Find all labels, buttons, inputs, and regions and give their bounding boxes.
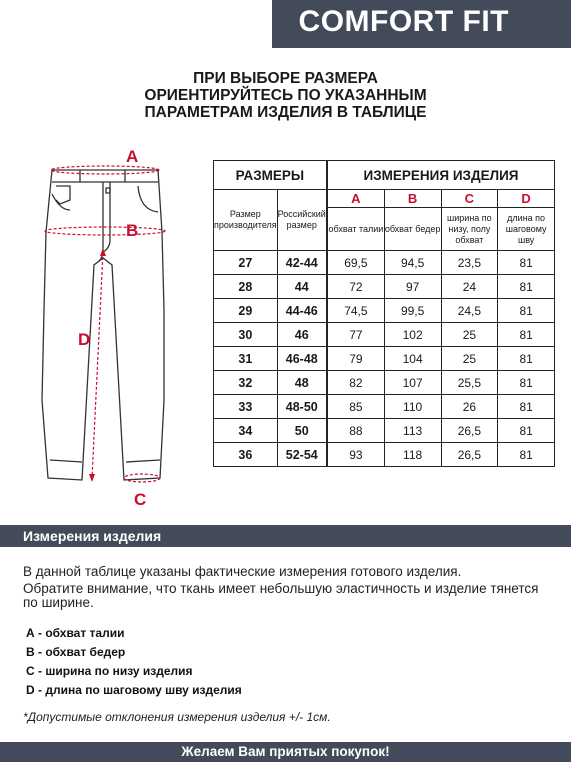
top-banner — [0, 0, 571, 48]
legend-c: С - ширина по низу изделия — [26, 664, 193, 678]
inseam-cell: 81 — [498, 419, 555, 443]
waist-cell: 88 — [328, 419, 385, 443]
size-ru-cell: 46-48 — [277, 347, 326, 371]
hips-cell: 110 — [384, 395, 441, 419]
banner-title: COMFORT FIT — [298, 5, 509, 38]
size-mfr-cell: 29 — [214, 299, 278, 323]
measure-row — [328, 323, 555, 347]
size-ru-cell: 48 — [277, 371, 326, 395]
measure-row — [328, 347, 555, 371]
hem-cell: 26,5 — [441, 419, 498, 443]
inseam-cell: 81 — [498, 251, 555, 275]
inseam-cell: 81 — [498, 275, 555, 299]
waist-cell: 85 — [328, 395, 385, 419]
label-a: A — [126, 147, 139, 166]
size-ru-cell: 48-50 — [277, 395, 326, 419]
heading-line-1: ПРИ ВЫБОРЕ РАЗМЕРА — [193, 70, 378, 87]
hem-cell: 26,5 — [441, 443, 498, 467]
size-col-manufacturer: Размер производителя — [214, 190, 278, 251]
size-mfr-cell: 31 — [214, 347, 278, 371]
col-letter-c: C — [441, 190, 498, 208]
legend-a: А - обхват талии — [26, 626, 125, 640]
legend-d: D - длина по шаговому шву изделия — [26, 683, 242, 697]
sizes-header: РАЗМЕРЫ — [214, 161, 327, 190]
footer-text: Желаем Вам приятых покупок! — [181, 744, 390, 759]
section-bar — [0, 525, 571, 547]
size-col-russian: Российский размер — [277, 190, 326, 251]
heading-line-2: ОРИЕНТИРУЙТЕСЬ ПО УКАЗАННЫМ — [144, 87, 427, 104]
col-letter-b: B — [384, 190, 441, 208]
hips-cell: 107 — [384, 371, 441, 395]
size-mfr-cell: 34 — [214, 419, 278, 443]
size-ru-cell: 42-44 — [277, 251, 326, 275]
hips-cell: 118 — [384, 443, 441, 467]
measure-row — [328, 419, 555, 443]
waist-cell: 74,5 — [328, 299, 385, 323]
waist-cell: 77 — [328, 323, 385, 347]
waist-cell: 72 — [328, 275, 385, 299]
inseam-cell: 81 — [498, 371, 555, 395]
size-mfr-cell: 36 — [214, 443, 278, 467]
label-c: C — [134, 490, 147, 509]
size-row — [214, 299, 327, 323]
measure-row — [328, 251, 555, 275]
hip-measure-line — [45, 227, 165, 235]
legend-b: В - обхват бедер — [26, 645, 126, 659]
size-ru-cell: 46 — [277, 323, 326, 347]
inseam-measure-line — [92, 252, 103, 478]
measurements-header: ИЗМЕРЕНИЯ ИЗДЕЛИЯ — [328, 161, 555, 190]
hips-cell: 113 — [384, 419, 441, 443]
jeans-diagram — [30, 140, 180, 510]
sizes-table — [213, 160, 327, 467]
hem-cell: 23,5 — [441, 251, 498, 275]
size-ru-cell: 52-54 — [277, 443, 326, 467]
inseam-cell: 81 — [498, 347, 555, 371]
inseam-cell: 81 — [498, 323, 555, 347]
col-letter-d: D — [498, 190, 555, 208]
col-hem-width: ширина по низу, полу обхват — [441, 208, 498, 251]
waist-cell: 69,5 — [328, 251, 385, 275]
size-ru-cell: 44-46 — [277, 299, 326, 323]
size-row — [214, 443, 327, 467]
waist-cell: 82 — [328, 371, 385, 395]
measure-row — [328, 395, 555, 419]
inseam-cell: 81 — [498, 395, 555, 419]
col-waist: обхват талии — [328, 208, 385, 251]
heading-line-3: ПАРАМЕТРАМ ИЗДЕЛИЯ В ТАБЛИЦЕ — [144, 104, 427, 121]
tolerance-note: *Допустимые отклонения измерения изделия +/- 1см. — [23, 710, 331, 724]
hem-cell: 24 — [441, 275, 498, 299]
size-row — [214, 275, 327, 299]
label-d: D — [78, 330, 91, 349]
measurements-table — [327, 160, 555, 467]
measure-row — [328, 371, 555, 395]
hem-cell: 25 — [441, 347, 498, 371]
page-heading — [0, 70, 571, 121]
size-ru-cell: 44 — [277, 275, 326, 299]
measure-row — [328, 275, 555, 299]
hem-cell: 25,5 — [441, 371, 498, 395]
hips-cell: 97 — [384, 275, 441, 299]
size-mfr-cell: 28 — [214, 275, 278, 299]
measure-row — [328, 299, 555, 323]
size-ru-cell: 50 — [277, 419, 326, 443]
hips-cell: 94,5 — [384, 251, 441, 275]
hips-cell: 102 — [384, 323, 441, 347]
size-mfr-cell: 27 — [214, 251, 278, 275]
size-row — [214, 371, 327, 395]
hips-cell: 99,5 — [384, 299, 441, 323]
info-paragraph-2: Обратите внимание, что ткань имеет небольшую эластичность и изделие тянется по ширине. — [23, 581, 539, 610]
size-row — [214, 251, 327, 275]
size-mfr-cell: 30 — [214, 323, 278, 347]
hips-cell: 104 — [384, 347, 441, 371]
size-mfr-cell: 33 — [214, 395, 278, 419]
section-title: Измерения изделия — [23, 528, 162, 544]
footer-bar — [0, 742, 571, 762]
inseam-cell: 81 — [498, 443, 555, 467]
info-paragraph-1: В данной таблице указаны фактические измерения готового изделия. — [23, 564, 462, 579]
inseam-cell: 81 — [498, 299, 555, 323]
col-hips: обхват бедер — [384, 208, 441, 251]
size-mfr-cell: 32 — [214, 371, 278, 395]
hem-cell: 24,5 — [441, 299, 498, 323]
col-letter-a: A — [328, 190, 385, 208]
hem-cell: 26 — [441, 395, 498, 419]
size-row — [214, 347, 327, 371]
measure-row — [328, 443, 555, 467]
size-row — [214, 323, 327, 347]
size-row — [214, 419, 327, 443]
waist-cell: 93 — [328, 443, 385, 467]
label-b: B — [126, 221, 139, 240]
size-row — [214, 395, 327, 419]
col-inseam: длина по шаговому шву — [498, 208, 555, 251]
hem-cell: 25 — [441, 323, 498, 347]
waist-cell: 79 — [328, 347, 385, 371]
